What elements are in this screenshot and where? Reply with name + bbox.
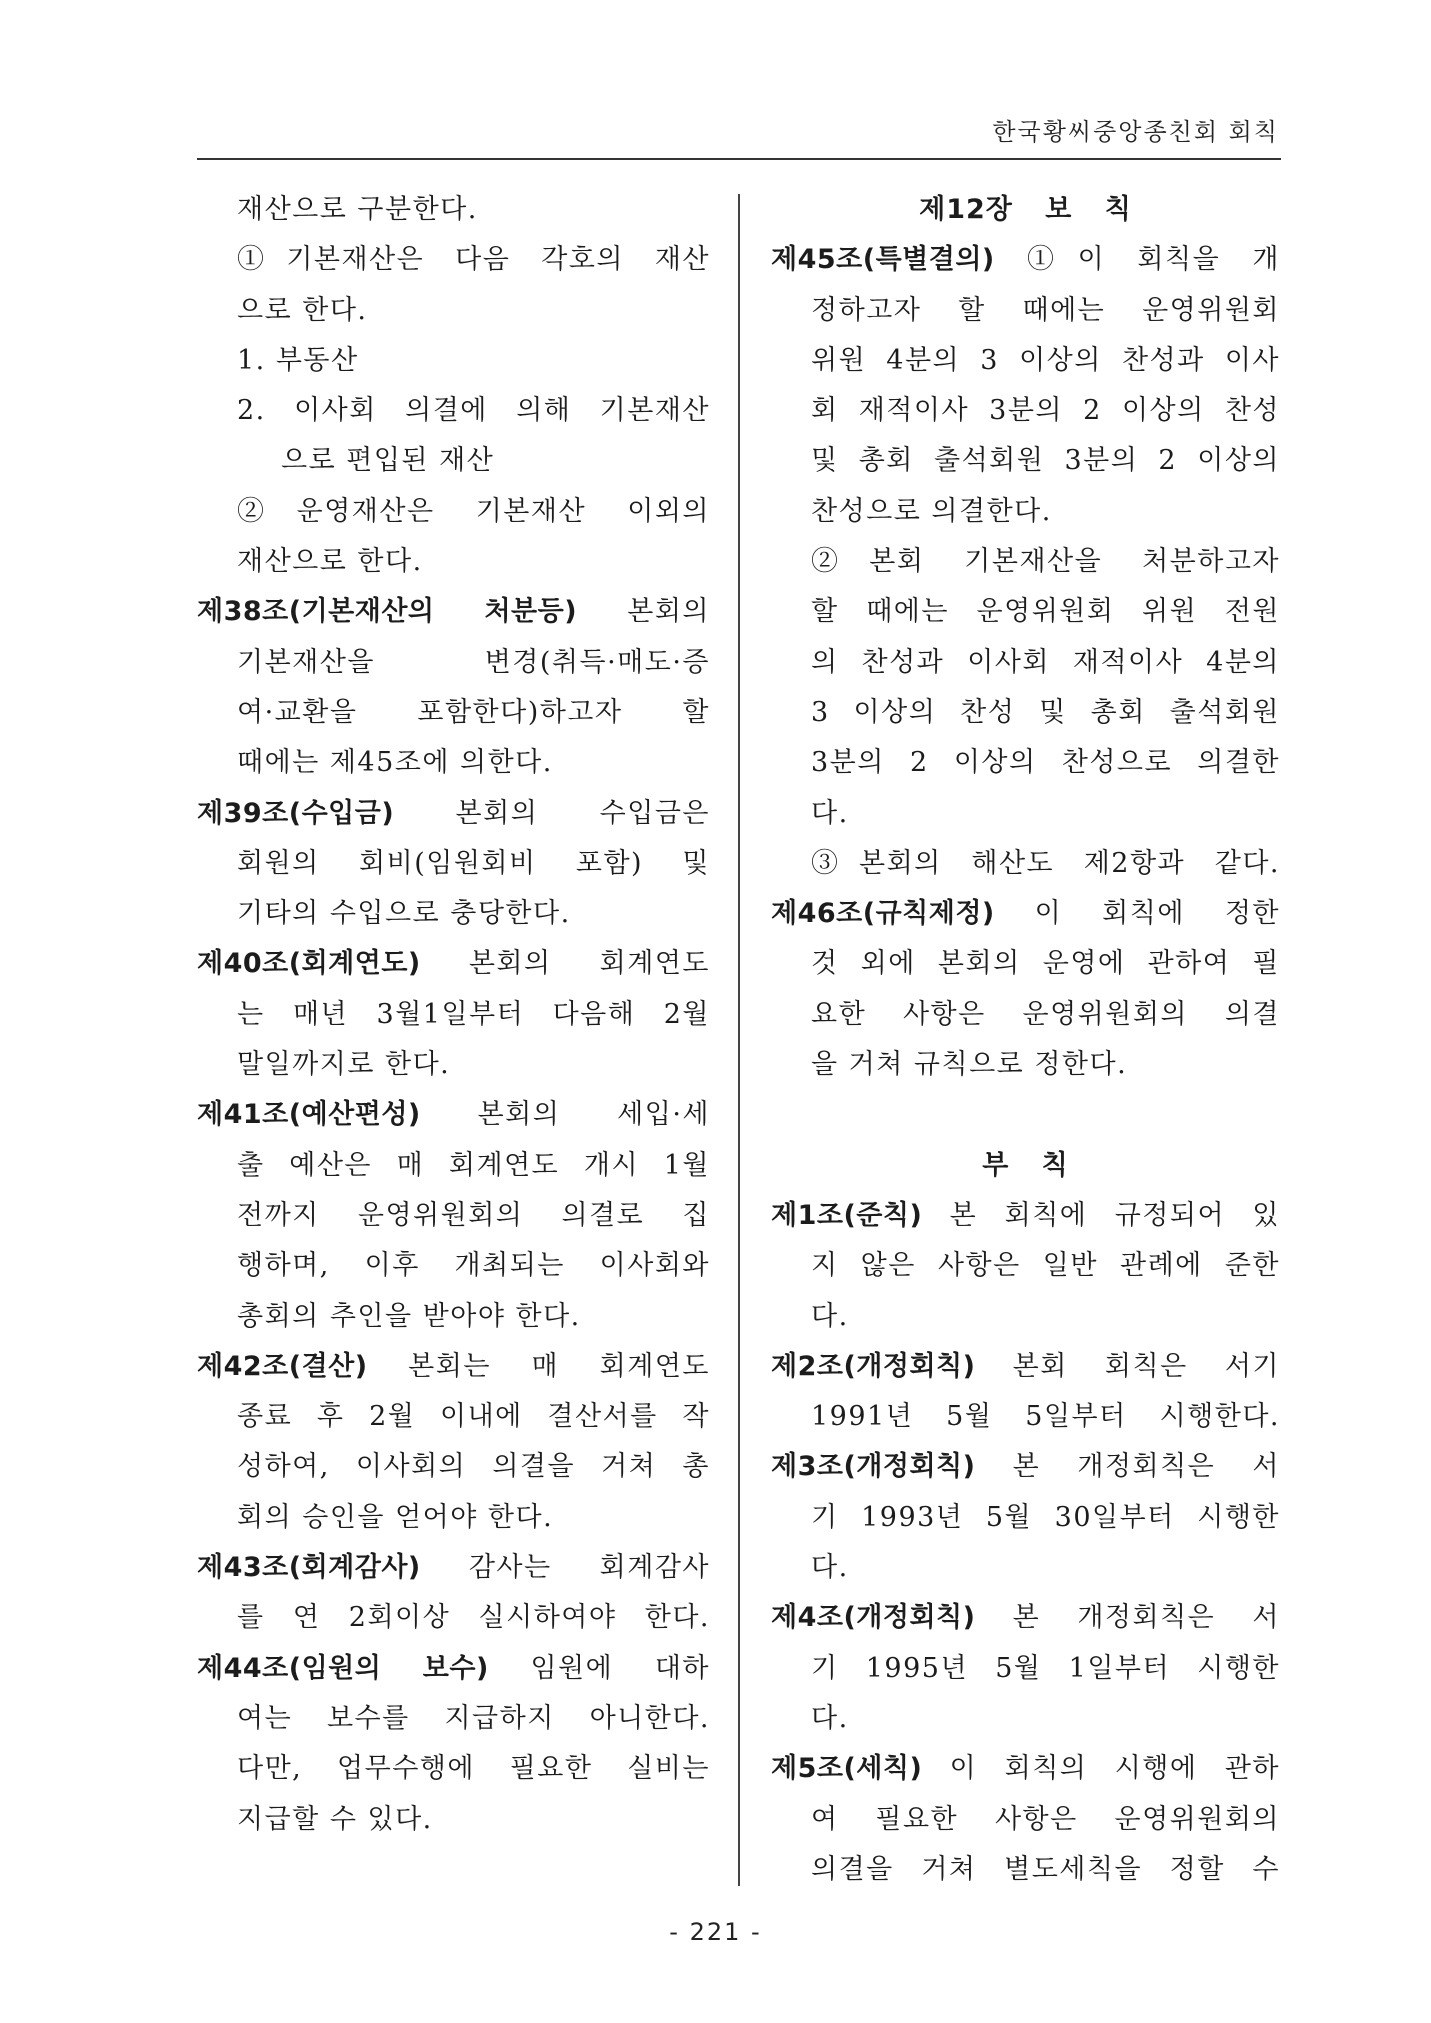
text-line: 의 찬성과 이사회 재적이사 4분의 — [811, 646, 1280, 678]
article-text: 본회의 수입금은 — [394, 797, 710, 829]
text-line: 3분의 2 이상의 찬성으로 의결한 — [811, 747, 1280, 779]
text-line: 회 재적이사 3분의 2 이상의 찬성 — [811, 395, 1280, 427]
text-line: 행하며, 이후 개최되는 이사회와 — [237, 1250, 710, 1282]
text-line: 여·교환을 포함한다)하고자 할 — [237, 696, 710, 728]
article-heading: 제45조(특별결의) — [771, 244, 995, 276]
article-text: 본 개정회칙은 서 — [975, 1451, 1280, 1483]
text-line: 으로 한다. — [237, 294, 368, 326]
article-heading: 제44조(임원의 보수) — [197, 1652, 489, 1684]
article-line — [197, 789, 710, 839]
text-line: 1991년 5월 5일부터 시행한다. — [811, 1401, 1280, 1433]
article-text: 본 개정회칙은 서 — [975, 1602, 1280, 1634]
left-column — [197, 185, 710, 1845]
text-line: 으로 편입된 재산 — [281, 445, 495, 477]
text-line: ②본회 기본재산을 처분하고자 — [811, 546, 1280, 578]
text-line: 성하여, 이사회의 의결을 거쳐 총 — [237, 1451, 710, 1483]
article-text: 이 회칙에 정한 — [994, 898, 1280, 930]
text-line: 의결을 거쳐 별도세칙을 정할 수 — [811, 1853, 1280, 1885]
text-line: 회원의 회비(임원회비 포함) 및 — [237, 847, 710, 879]
article-line — [771, 1593, 1280, 1643]
text-line: 말일까지로 한다. — [237, 1049, 451, 1081]
text-line: 기타의 수입으로 충당한다. — [237, 898, 571, 930]
article-heading: 제4조(개정회칙) — [771, 1602, 976, 1634]
text-line: 을 거쳐 규칙으로 정한다. — [811, 1049, 1128, 1081]
article-text: 임원에 대하 — [488, 1652, 710, 1684]
text-line: 할 때에는 운영위원회 위원 전원 — [811, 596, 1280, 628]
text-line: 위원 4분의 3 이상의 찬성과 이사 — [811, 344, 1280, 376]
text-line: 를 연 2회이상 실시하여야 한다. — [237, 1602, 710, 1634]
text-line: 지 않은 사항은 일반 관례에 준한 — [811, 1250, 1280, 1282]
article-line — [771, 1342, 1280, 1392]
chapter-heading: 제12장 보 칙 — [919, 194, 1132, 225]
article-heading: 제2조(개정회칙) — [771, 1350, 976, 1382]
article-heading: 제3조(개정회칙) — [771, 1451, 976, 1483]
text-line: 3 이상의 찬성 및 총회 출석회원 — [811, 696, 1280, 728]
page-number: - 221 - — [669, 1918, 762, 1946]
article-text: 본회의 회계연도 — [420, 948, 710, 980]
article-heading: 제38조(기본재산의 처분등) — [197, 596, 578, 628]
text-line: 재산으로 구분한다. — [237, 194, 478, 225]
header-rule — [197, 158, 1281, 160]
article-heading: 제1조(준칙) — [771, 1199, 923, 1231]
article-line — [197, 587, 710, 637]
text-line: 지급할 수 있다. — [237, 1803, 433, 1835]
text-line: 기 1995년 5월 1일부터 시행한 — [811, 1652, 1280, 1684]
text-line: 총회의 추인을 받아야 한다. — [237, 1300, 581, 1332]
article-heading: 제41조(예산편성) — [197, 1099, 421, 1131]
text-line: 것 외에 본회의 운영에 관하여 필 — [811, 948, 1280, 980]
appendix-heading: 부 칙 — [982, 1149, 1069, 1181]
text-line: 다. — [811, 1300, 849, 1332]
article-line — [771, 1191, 1280, 1241]
text-line: 때에는 제45조에 의한다. — [237, 747, 553, 779]
text-line: ②운영재산은 기본재산 이외의 — [237, 495, 710, 527]
article-line — [197, 939, 710, 989]
text-line: 여는 보수를 지급하지 아니한다. — [237, 1702, 710, 1734]
text-line: 다. — [811, 1702, 849, 1734]
text-line: 회의 승인을 얻어야 한다. — [237, 1501, 554, 1533]
text-line: 여 필요한 사항은 운영위원회의 — [811, 1803, 1280, 1835]
text-line: 종료 후 2월 이내에 결산서를 작 — [237, 1401, 710, 1433]
article-line — [197, 1090, 710, 1140]
text-line: 2. 이사회 의결에 의해 기본재산 — [237, 395, 710, 427]
article-line — [197, 1543, 710, 1593]
article-text: 감사는 회계감사 — [420, 1552, 710, 1584]
article-line — [771, 1442, 1280, 1492]
text-line: 찬성으로 의결한다. — [811, 495, 1052, 527]
right-column — [771, 185, 1280, 1895]
running-header: 한국황씨중앙종친회 회칙 — [992, 118, 1279, 146]
text-line: 기 1993년 5월 30일부터 시행한 — [811, 1501, 1280, 1533]
text-line: 다만, 업무수행에 필요한 실비는 — [237, 1753, 710, 1785]
text-line: 1. 부동산 — [237, 344, 359, 376]
text-line: 전까지 운영위원회의 의결로 집 — [237, 1199, 710, 1231]
article-text: 본회는 매 회계연도 — [367, 1350, 710, 1382]
article-line — [771, 1744, 1280, 1794]
text-line: ③본회의 해산도 제2항과 같다. — [811, 847, 1280, 879]
article-text: 이 회칙의 시행에 관하 — [922, 1753, 1280, 1785]
text-line: 다. — [811, 1552, 849, 1584]
text-line: 재산으로 한다. — [237, 546, 423, 578]
article-heading: 제40조(회계연도) — [197, 948, 421, 980]
text-line: 는 매년 3월1일부터 다음해 2월 — [237, 998, 710, 1030]
text-line: 출 예산은 매 회계연도 개시 1월 — [237, 1149, 710, 1181]
article-text: 본회 회칙은 서기 — [975, 1350, 1280, 1382]
article-line — [771, 889, 1280, 939]
article-text: 본 회칙에 규정되어 있 — [922, 1199, 1280, 1231]
text-line: 요한 사항은 운영위원회의 의결 — [811, 998, 1280, 1030]
article-line — [197, 1342, 710, 1392]
article-heading: 제42조(결산) — [197, 1350, 368, 1382]
text-line: 및 총회 출석회원 3분의 2 이상의 — [811, 445, 1280, 477]
article-line — [771, 235, 1280, 285]
article-heading: 제5조(세칙) — [771, 1753, 923, 1785]
text-line: 기본재산을 변경(취득·매도·증 — [237, 646, 710, 678]
article-text: ①이 회칙을 개 — [994, 244, 1280, 276]
blank-line — [771, 1090, 1280, 1140]
article-heading: 제43조(회계감사) — [197, 1552, 421, 1584]
text-line: 다. — [811, 797, 849, 829]
article-heading: 제46조(규칙제정) — [771, 898, 995, 930]
article-line — [197, 1644, 710, 1694]
column-divider — [738, 194, 740, 1886]
article-text: 본회의 — [577, 596, 710, 628]
article-text: 본회의 세입·세 — [420, 1099, 710, 1131]
text-line: 정하고자 할 때에는 운영위원회 — [811, 294, 1280, 326]
article-heading: 제39조(수입금) — [197, 797, 395, 829]
text-line: ①기본재산은 다음 각호의 재산 — [237, 244, 710, 276]
